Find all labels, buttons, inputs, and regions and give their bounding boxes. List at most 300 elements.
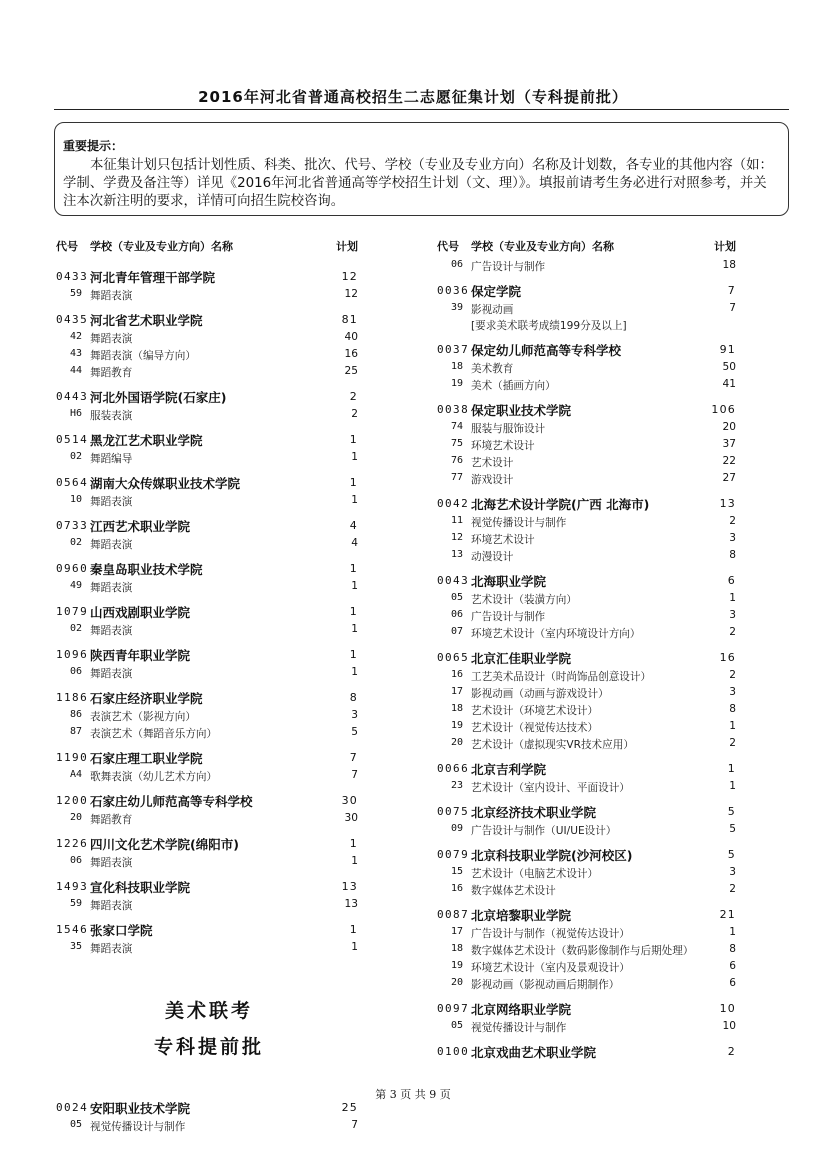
school-row — [437, 760, 740, 779]
major-name: 舞蹈表演 — [90, 539, 133, 551]
header-name: 学校（专业及专业方向）名称 — [90, 240, 233, 253]
major-code: 43 — [70, 348, 83, 359]
right-column-header — [437, 238, 740, 254]
major-count: 1 — [351, 494, 358, 506]
major-code: 16 — [451, 883, 464, 894]
major-name: 艺术设计（虚拟现实VR技术应用） — [471, 739, 634, 751]
major-row — [56, 622, 362, 639]
major-name: 环境艺术设计（室内环境设计方向） — [471, 628, 641, 640]
major-row — [56, 493, 362, 510]
school-code: 0443 — [56, 390, 89, 403]
notice-box — [54, 122, 789, 216]
school-code: 0065 — [437, 651, 470, 664]
school-name: 河北外国语学院(石家庄) — [90, 390, 227, 405]
major-row — [56, 665, 362, 682]
school-count: 10 — [719, 1002, 736, 1015]
school-name: 北京戏曲艺术职业学院 — [471, 1045, 597, 1060]
left-school-list-2 — [56, 1099, 362, 1135]
school-name: 保定幼儿师范高等专科学校 — [471, 343, 622, 358]
school-row — [437, 495, 740, 514]
school-name: 四川文化艺术学院(绵阳市) — [90, 837, 239, 852]
school-block — [437, 572, 740, 642]
school-block — [56, 388, 362, 424]
school-code: 0066 — [437, 762, 470, 775]
school-code: 1200 — [56, 794, 89, 807]
major-row — [56, 287, 362, 304]
school-code: 0733 — [56, 519, 89, 532]
major-row — [56, 940, 362, 957]
major-count: 6 — [729, 977, 736, 989]
major-name: 舞蹈表演 — [90, 625, 133, 637]
major-row — [56, 536, 362, 553]
section-heading-line2: 专科提前批 — [153, 1036, 264, 1058]
major-row — [437, 437, 740, 454]
school-count: 91 — [719, 343, 736, 356]
school-count: 5 — [727, 805, 736, 818]
school-code: 0514 — [56, 433, 89, 446]
school-block — [437, 649, 740, 753]
major-code: 59 — [70, 288, 83, 299]
school-row — [437, 649, 740, 668]
major-count: 5 — [729, 823, 736, 835]
major-count: 40 — [344, 331, 358, 343]
major-code: 15 — [451, 866, 464, 877]
school-count: 25 — [341, 1101, 358, 1114]
major-count: 10 — [722, 1020, 736, 1032]
school-name: 江西艺术职业学院 — [90, 519, 191, 534]
major-row — [437, 591, 740, 608]
major-code: 59 — [70, 898, 83, 909]
school-count: 13 — [341, 880, 358, 893]
major-count: 3 — [729, 866, 736, 878]
school-block — [437, 846, 740, 899]
major-count: 7 — [351, 769, 358, 781]
major-name: 舞蹈表演 — [90, 857, 133, 869]
major-row — [437, 959, 740, 976]
left-column — [56, 238, 362, 1142]
major-name: 游戏设计 — [471, 474, 514, 486]
major-code: 44 — [70, 365, 83, 376]
major-row — [437, 548, 740, 565]
major-note: [要求美术联考成绩199分及以上] — [471, 320, 627, 332]
major-row — [437, 1019, 740, 1036]
major-count: 8 — [729, 703, 736, 715]
title-rule — [54, 109, 789, 110]
major-count: 8 — [729, 549, 736, 561]
major-count: 2 — [729, 883, 736, 895]
major-name: 舞蹈表演 — [90, 668, 133, 680]
major-code: 05 — [451, 1020, 464, 1031]
major-code: 74 — [451, 421, 464, 432]
major-code: 42 — [70, 331, 83, 342]
major-name: 美术教育 — [471, 363, 514, 375]
left-school-list — [56, 268, 362, 957]
school-block — [56, 792, 362, 828]
school-code: 0564 — [56, 476, 89, 489]
major-count: 1 — [351, 451, 358, 463]
major-name: 影视动画（动画与游戏设计） — [471, 688, 609, 700]
section-heading-block — [56, 993, 362, 1065]
major-row — [56, 854, 362, 871]
major-count: 41 — [722, 378, 736, 390]
major-name: 环境艺术设计 — [471, 440, 535, 452]
major-code: 17 — [451, 686, 464, 697]
major-code: 39 — [451, 302, 464, 313]
major-name: 数字媒体艺术设计（数码影像制作与后期处理） — [471, 945, 694, 957]
school-code: 0038 — [437, 403, 470, 416]
major-code: 75 — [451, 438, 464, 449]
major-name: 表演艺术（舞蹈音乐方向） — [90, 728, 218, 740]
school-name: 黑龙江艺术职业学院 — [90, 433, 203, 448]
major-name: 舞蹈表演 — [90, 333, 133, 345]
school-name: 北海职业学院 — [471, 574, 547, 589]
school-count: 1 — [349, 923, 358, 936]
school-count: 1 — [349, 605, 358, 618]
school-row — [437, 1000, 740, 1019]
school-name: 北京经济技术职业学院 — [471, 805, 597, 820]
school-count: 5 — [727, 848, 736, 861]
school-name: 北海艺术设计学院(广西 北海市) — [471, 497, 650, 512]
school-code: 0097 — [437, 1002, 470, 1015]
major-code: 76 — [451, 455, 464, 466]
major-count: 27 — [722, 472, 736, 484]
major-code: 35 — [70, 941, 83, 952]
major-code: 09 — [451, 823, 464, 834]
school-code: 0036 — [437, 284, 470, 297]
right-school-list — [437, 282, 740, 1062]
school-block — [437, 495, 740, 565]
major-row — [437, 377, 740, 394]
major-row — [437, 668, 740, 685]
school-row — [437, 906, 740, 925]
major-row — [56, 708, 362, 725]
major-row — [437, 454, 740, 471]
major-code: H6 — [70, 408, 83, 419]
school-count: 21 — [719, 908, 736, 921]
major-name: 动漫设计 — [471, 551, 514, 563]
major-row — [437, 531, 740, 548]
school-name: 陕西青年职业学院 — [90, 648, 191, 663]
major-code: 05 — [70, 1119, 83, 1130]
school-code: 1226 — [56, 837, 89, 850]
major-row — [437, 625, 740, 642]
major-name: 舞蹈表演 — [90, 290, 133, 302]
major-row — [437, 976, 740, 993]
major-name: 舞蹈表演 — [90, 582, 133, 594]
major-code: 12 — [451, 532, 464, 543]
page-title: 2016年河北省普通高校招生二志愿征集计划（专科提前批） — [198, 88, 628, 106]
school-code: 0433 — [56, 270, 89, 283]
major-count: 12 — [344, 288, 358, 300]
school-name: 北京科技职业学院(沙河校区) — [471, 848, 633, 863]
header-name: 学校（专业及专业方向）名称 — [471, 240, 614, 253]
school-row — [56, 689, 362, 708]
school-name: 石家庄理工职业学院 — [90, 751, 203, 766]
major-name: 视觉传播设计与制作 — [471, 517, 567, 529]
major-row — [437, 702, 740, 719]
major-name: 数字媒体艺术设计 — [471, 885, 556, 897]
school-count: 2 — [349, 390, 358, 403]
major-name: 舞蹈表演 — [90, 943, 133, 955]
school-row — [56, 268, 362, 287]
major-row — [437, 685, 740, 702]
school-count: 8 — [349, 691, 358, 704]
major-count: 50 — [722, 361, 736, 373]
major-count: 1 — [729, 592, 736, 604]
school-code: 1186 — [56, 691, 89, 704]
school-block — [437, 1043, 740, 1062]
school-block — [56, 1099, 362, 1135]
school-name: 河北省艺术职业学院 — [90, 313, 203, 328]
major-name: 广告设计与制作 — [471, 261, 546, 273]
school-row — [56, 474, 362, 493]
school-row — [437, 282, 740, 301]
major-code: 07 — [451, 626, 464, 637]
major-count: 5 — [351, 726, 358, 738]
school-count: 81 — [341, 313, 358, 326]
major-count: 20 — [722, 421, 736, 433]
major-name: 表演艺术（影视方向） — [90, 711, 196, 723]
major-code: A4 — [70, 769, 83, 780]
school-count: 1 — [349, 476, 358, 489]
major-name: 服装与服饰设计 — [471, 423, 546, 435]
major-row — [437, 719, 740, 736]
major-code: 49 — [70, 580, 83, 591]
header-code: 代号 — [437, 240, 459, 253]
major-name: 舞蹈表演 — [90, 496, 133, 508]
major-row — [56, 897, 362, 914]
school-name: 北京培黎职业学院 — [471, 908, 572, 923]
major-count: 1 — [351, 666, 358, 678]
school-code: 0037 — [437, 343, 470, 356]
major-row — [56, 725, 362, 742]
major-name: 艺术设计（装潢方向） — [471, 594, 577, 606]
school-name: 宣化科技职业学院 — [90, 880, 191, 895]
school-name: 山西戏剧职业学院 — [90, 605, 191, 620]
school-count: 1 — [727, 762, 736, 775]
major-row — [437, 822, 740, 839]
major-count: 2 — [729, 515, 736, 527]
school-block — [437, 282, 740, 334]
major-code: 06 — [70, 666, 83, 677]
school-code: 0087 — [437, 908, 470, 921]
school-name: 北京汇佳职业学院 — [471, 651, 572, 666]
school-code: 1546 — [56, 923, 89, 936]
school-row — [56, 749, 362, 768]
school-name: 北京网络职业学院 — [471, 1002, 572, 1017]
major-name: 美术（插画方向） — [471, 380, 556, 392]
major-count: 1 — [351, 623, 358, 635]
major-code: 23 — [451, 780, 464, 791]
major-count: 1 — [729, 926, 736, 938]
school-block — [56, 431, 362, 467]
school-count: 7 — [349, 751, 358, 764]
major-code: 05 — [451, 592, 464, 603]
school-block — [56, 517, 362, 553]
major-name: 艺术设计（视觉传达技术） — [471, 722, 599, 734]
major-name: 歌舞表演（幼儿艺术方向） — [90, 771, 218, 783]
major-row — [56, 330, 362, 347]
major-code: 02 — [70, 537, 83, 548]
left-column-header — [56, 238, 362, 254]
school-row — [437, 572, 740, 591]
school-block — [56, 268, 362, 304]
major-name: 工艺美术品设计（时尚饰品创意设计） — [471, 671, 652, 683]
major-code: 20 — [70, 812, 83, 823]
school-code: 0960 — [56, 562, 89, 575]
school-row — [56, 878, 362, 897]
major-row — [56, 579, 362, 596]
major-name: 影视动画 — [471, 304, 514, 316]
major-name: 艺术设计（室内设计、平面设计） — [471, 782, 630, 794]
school-row — [56, 646, 362, 665]
school-name: 石家庄幼儿师范高等专科学校 — [90, 794, 253, 809]
major-count: 7 — [351, 1119, 358, 1131]
major-row — [437, 925, 740, 942]
major-row — [56, 768, 362, 785]
notice-text: 本征集计划只包括计划性质、科类、批次、代号、学校（专业及专业方向）名称及计划数，各专业的其他内容（如：学制、学费及备注等）详见《2016年河北省普通高等学校招生计划（文、理）》。填报前请考生务必进行对照参考，并关注本次新注明的要求，详情可向招生院校咨询。 — [63, 158, 773, 209]
school-name: 河北青年管理干部学院 — [90, 270, 216, 285]
major-name: 广告设计与制作（视觉传达设计） — [471, 928, 630, 940]
school-count: 1 — [349, 562, 358, 575]
school-name: 安阳职业技术学院 — [90, 1101, 191, 1116]
school-row — [56, 388, 362, 407]
school-block — [56, 311, 362, 381]
school-row — [56, 792, 362, 811]
school-name: 北京吉利学院 — [471, 762, 547, 777]
major-count: 1 — [729, 720, 736, 732]
major-row — [437, 608, 740, 625]
major-count: 1 — [729, 780, 736, 792]
school-block — [56, 603, 362, 639]
major-name: 视觉传播设计与制作 — [471, 1022, 567, 1034]
school-count: 1 — [349, 433, 358, 446]
page-footer: 第 3 页 共 9 页 — [375, 1088, 451, 1101]
major-count: 1 — [351, 855, 358, 867]
school-code: 0042 — [437, 497, 470, 510]
major-count: 1 — [351, 941, 358, 953]
school-block — [56, 560, 362, 596]
major-count: 2 — [729, 669, 736, 681]
school-code: 0079 — [437, 848, 470, 861]
school-row — [56, 517, 362, 536]
major-count: 1 — [351, 580, 358, 592]
school-count: 106 — [711, 403, 736, 416]
school-block — [437, 760, 740, 796]
school-row — [56, 311, 362, 330]
school-code: 1190 — [56, 751, 89, 764]
school-count: 16 — [719, 651, 736, 664]
major-name: 环境艺术设计（室内及景观设计） — [471, 962, 630, 974]
major-name: 服装表演 — [90, 410, 133, 422]
major-row — [437, 258, 740, 275]
school-row — [437, 341, 740, 360]
major-row — [437, 360, 740, 377]
right-continued-majors — [437, 258, 740, 275]
major-code: 18 — [451, 943, 464, 954]
major-row — [437, 420, 740, 437]
major-row — [56, 450, 362, 467]
major-count: 25 — [344, 365, 358, 377]
major-name: 环境艺术设计 — [471, 534, 535, 546]
major-code: 20 — [451, 737, 464, 748]
major-code: 06 — [70, 855, 83, 866]
school-name: 保定职业技术学院 — [471, 403, 572, 418]
major-row — [437, 736, 740, 753]
school-block — [437, 906, 740, 993]
major-row — [437, 865, 740, 882]
major-name: 视觉传播设计与制作 — [90, 1121, 186, 1133]
school-count: 30 — [341, 794, 358, 807]
major-row — [437, 514, 740, 531]
school-count: 4 — [349, 519, 358, 532]
major-row — [437, 942, 740, 959]
major-code: 10 — [70, 494, 83, 505]
school-block — [56, 689, 362, 742]
major-count: 30 — [344, 812, 358, 824]
school-name: 秦皇岛职业技术学院 — [90, 562, 203, 577]
major-row — [56, 1118, 362, 1135]
major-row — [56, 347, 362, 364]
major-code: 11 — [451, 515, 464, 526]
school-code: 0100 — [437, 1045, 470, 1058]
major-count: 3 — [729, 609, 736, 621]
major-row — [437, 471, 740, 488]
major-count: 4 — [351, 537, 358, 549]
major-code: 16 — [451, 669, 464, 680]
major-row — [56, 407, 362, 424]
major-count: 7 — [729, 302, 736, 314]
header-plan: 计划 — [336, 240, 358, 253]
header-code: 代号 — [56, 240, 78, 253]
section-heading-line1: 美术联考 — [164, 1000, 253, 1022]
right-column — [437, 238, 740, 1069]
major-code: 18 — [451, 361, 464, 372]
major-code: 17 — [451, 926, 464, 937]
major-code: 86 — [70, 709, 83, 720]
major-name: 广告设计与制作（UI/UE设计） — [471, 825, 617, 837]
major-code: 06 — [451, 609, 464, 620]
school-count: 6 — [727, 574, 736, 587]
notice-heading: 重要提示： — [63, 139, 124, 153]
school-code: 0043 — [437, 574, 470, 587]
major-name: 舞蹈编导 — [90, 453, 133, 465]
major-name: 艺术设计（电脑艺术设计） — [471, 868, 599, 880]
school-code: 0024 — [56, 1101, 89, 1114]
major-count: 3 — [729, 532, 736, 544]
major-count: 16 — [344, 348, 358, 360]
school-block — [56, 878, 362, 914]
school-name: 保定学院 — [471, 284, 522, 299]
school-row — [56, 835, 362, 854]
school-count: 1 — [349, 837, 358, 850]
header-plan: 计划 — [714, 240, 736, 253]
major-count: 37 — [722, 438, 736, 450]
major-code: 20 — [451, 977, 464, 988]
major-count: 18 — [722, 259, 736, 271]
major-code: 77 — [451, 472, 464, 483]
school-count: 1 — [349, 648, 358, 661]
major-name: 舞蹈教育 — [90, 814, 133, 826]
major-name: 舞蹈表演（编导方向） — [90, 350, 196, 362]
school-row — [437, 846, 740, 865]
major-row — [437, 779, 740, 796]
major-name: 舞蹈教育 — [90, 367, 133, 379]
major-count: 3 — [351, 709, 358, 721]
school-block — [56, 921, 362, 957]
major-code: 18 — [451, 703, 464, 714]
school-block — [437, 401, 740, 488]
